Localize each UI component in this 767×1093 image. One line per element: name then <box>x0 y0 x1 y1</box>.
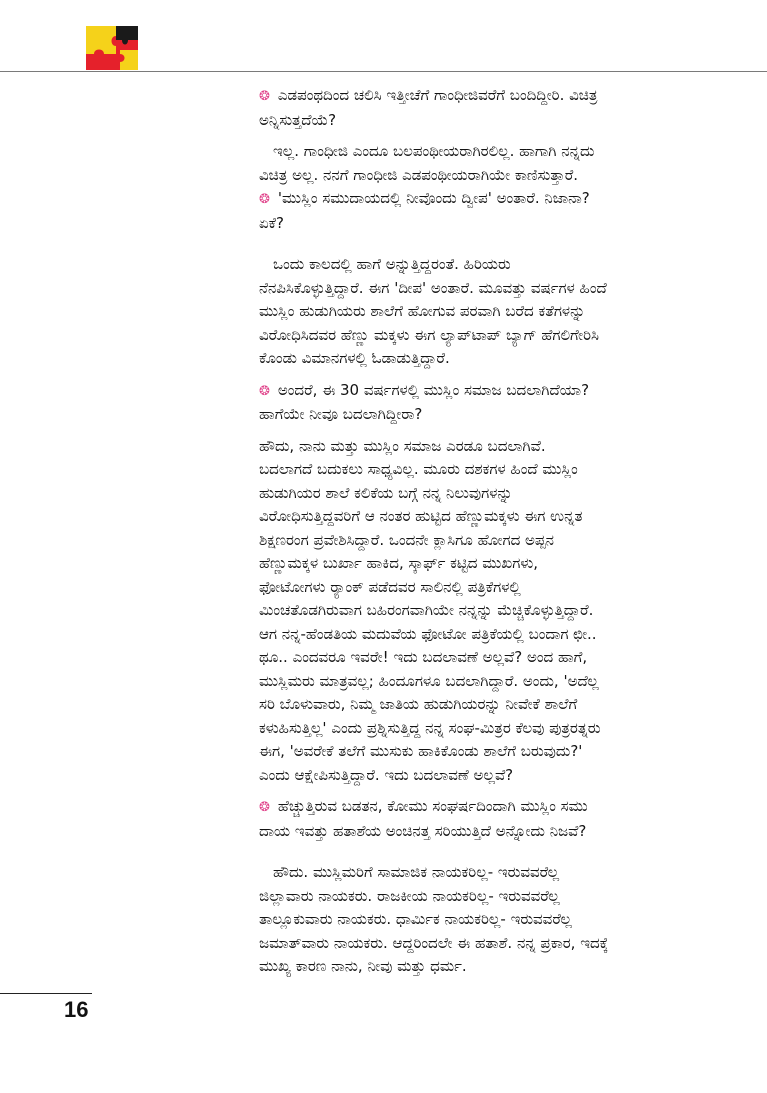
text-line: ಸರಿ ಬೊಳುವಾರು, ನಿಮ್ಮ ಜಾತಿಯ ಹುಡುಗಿಯರನ್ನು ನೀವೇಕೆ ಶಾಲೆಗೆ <box>259 695 578 713</box>
magazine-logo-icon <box>86 26 138 70</box>
text-line: ಆಗ ನನ್ನ-ಹೆಂಡತಿಯ ಮದುವೆಯ ಫೋಟೋ ಪತ್ರಿಕೆಯಲ್ಲಿ ಬಂದಾಗ ಛೀ.. <box>259 624 597 643</box>
footer-rule <box>0 993 92 994</box>
text-line: ವಿರೋಧಿಸಿದವರ ಹೆಣ್ಣು ಮಕ್ಕಳು ಈಗ ಲ್ಯಾಪ್‌ಟಾಪ್ ಬ್ಯಾಗ್ ಹೆಗಲಿಗೇರಿಸಿ <box>259 325 599 344</box>
text-line: ಹೌದು, ನಾನು ಮತ್ತು ಮುಸ್ಲಿಂ ಸಮಾಜ ಎರಡೂ ಬದಲಾಗಿವೆ. <box>259 436 546 455</box>
text-line: ಈಗ, 'ಅವರೇಕೆ ತಲೆಗೆ ಮುಸುಕು ಹಾಕಿಕೊಂಡು ಶಾಲೆಗೆ ಬರುವುದು?' <box>259 742 583 760</box>
header-rule <box>0 71 767 72</box>
question-3 <box>259 379 705 427</box>
text-line: ಶಿಕ್ಷಣರಂಗ ಪ್ರವೇಶಿಸಿದ್ದಾರೆ. ಒಂದನೇ ಕ್ಲಾಸಿಗೂ ಹೋಗದ ಅಪ್ಪನ <box>259 530 555 549</box>
text-line: ಥೂ.. ಎಂದವರೂ ಇವರೇ! ಇದು ಬದಲಾವಣೆ ಅಲ್ಲವೆ? ಅಂದ ಹಾಗೆ, <box>259 648 588 666</box>
answer-1 <box>259 140 705 187</box>
page-number: 16 <box>64 997 89 1022</box>
text-line: ಕೊಂಡು ವಿಮಾನಗಳಲ್ಲಿ ಓಡಾಡುತ್ತಿದ್ದಾರೆ. <box>259 349 450 367</box>
answer-4 <box>259 861 705 979</box>
text-line: ಜಿಲ್ಲಾವಾರು ನಾಯಕರು. ರಾಜಕೀಯ ನಾಯಕರಿಲ್ಲ- ಇರುವವರೆಲ್ಲ <box>259 886 560 905</box>
text-line: ಅನ್ನಿಸುತ್ತದೆಯೆ? <box>259 110 337 129</box>
text-line: ಫೋಟೋಗಳು ರ್‍ಯಾಂಕ್ ಪಡೆದವರ ಸಾಲಿನಲ್ಲಿ ಪತ್ರಿಕೆಗಳಲ್ಲಿ <box>259 577 521 596</box>
text-line: ಹಾಗೆಯೇ ನೀವೂ ಬದಲಾಗಿದ್ದೀರಾ? <box>259 405 423 423</box>
question-1 <box>259 84 705 132</box>
text-line: ಏಕೆ? <box>259 213 284 232</box>
text-line: ಹುಡುಗಿಯರ ಶಾಲೆ ಕಲಿಕೆಯ ಬಗ್ಗೆ ನನ್ನ ನಿಲುವುಗಳನ್ನು <box>259 483 513 502</box>
question-4 <box>259 795 705 843</box>
text-line: ವಿರೋಧಿಸುತ್ತಿದ್ದವರಿಗೆ ಆ ನಂತರ ಹುಟ್ಟಿದ ಹೆಣ್ಣುಮಕ್ಕಳು ಈಗ ಉನ್ನತ <box>259 507 583 525</box>
question-2 <box>259 187 705 235</box>
article-body <box>259 84 705 979</box>
text-line: ಹೆಣ್ಣುಮಕ್ಕಳ ಬುರ್ಖಾ ಹಾಕಿದ, ಸ್ಕಾರ್ಫ್ ಕಟ್ಟಿದ ಮುಖಗಳು, <box>259 554 539 572</box>
text-line: ❂ ಎಡಪಂಥದಿಂದ ಚಲಿಸಿ ಇತ್ತೀಚೆಗೆ ಗಾಂಧೀಜಿವರೆಗೆ ಬಂದಿದ್ದೀರಿ. ವಿಚಿತ್ರ <box>259 84 705 109</box>
answer-3 <box>259 435 705 788</box>
text-line: ಇಲ್ಲ. ಗಾಂಧೀಜಿ ಎಂದೂ ಬಲಪಂಥೀಯರಾಗಿರಲಿಲ್ಲ. ಹಾಗಾಗಿ ನನ್ನದು <box>273 142 595 160</box>
text-line: ತಾಲ್ಲೂಕುವಾರು ನಾಯಕರು. ಧಾರ್ಮಿಕ ನಾಯಕರಿಲ್ಲ- ಇರುವವರೆಲ್ಲ <box>259 910 572 928</box>
text-line: ಕಳುಹಿಸುತ್ತಿಲ್ಲ' ಎಂದು ಪ್ರಶ್ನಿಸುತ್ತಿದ್ದ ನನ್ನ ಸಂಘ-ಮಿತ್ರರ ಕೆಲವು ಪುತ್ರರತ್ನರು <box>259 718 601 737</box>
text-line: ಮಿಂಚತೊಡಗಿರುವಾಗ ಬಹಿರಂಗವಾಗಿಯೇ ನನ್ನನ್ನು ಮೆಚ್ಚಿಕೊಳ್ಳುತ್ತಿದ್ದಾರೆ. <box>259 601 594 619</box>
text-line: ಬದಲಾಗದೆ ಬದುಕಲು ಸಾಧ್ಯವಿಲ್ಲ. ಮೂರು ದಶಕಗಳ ಹಿಂದೆ ಮುಸ್ಲಿಂ <box>259 460 578 478</box>
text-line: ದಾಯ ಇವತ್ತು ಹತಾಶೆಯ ಅಂಚಿನತ್ತ ಸರಿಯುತ್ತಿದೆ ಅನ್ನೋದು ನಿಜವೆ? <box>259 821 587 840</box>
text-line: ನೆನಪಿಸಿಕೊಳ್ಳುತ್ತಿದ್ದಾರೆ. ಈಗ 'ದೀಪ' ಅಂತಾರೆ. ಮೂವತ್ತು ವರ್ಷಗಳ ಹಿಂದೆ <box>259 278 607 297</box>
text-line: ಮುಖ್ಯ ಕಾರಣ ನಾನು, ನೀವು ಮತ್ತು ಧರ್ಮ. <box>259 957 467 975</box>
answer-2 <box>259 253 705 371</box>
text-line: ವಿಚಿತ್ರ ಅಲ್ಲ. ನನಗೆ ಗಾಂಧೀಜಿ ಎಡಪಂಥೀಯರಾಗಿಯೇ ಕಾಣಿಸುತ್ತಾರೆ. <box>259 165 579 184</box>
text-line: ಎಂದು ಆಕ್ಷೇಪಿಸುತ್ತಿದ್ದಾರೆ. ಇದು ಬದಲಾವಣೆ ಅಲ್ಲವೆ? <box>259 765 514 784</box>
text-line: ❂ ಹೆಚ್ಚುತ್ತಿರುವ ಬಡತನ, ಕೋಮು ಸಂಘರ್ಷದಿಂದಾಗಿ ಮುಸ್ಲಿಂ ಸಮು <box>259 795 705 820</box>
text-line: ಒಂದು ಕಾಲದಲ್ಲಿ ಹಾಗೆ ಅನ್ನುತ್ತಿದ್ದರಂತೆ. ಹಿರಿಯರು <box>273 255 511 273</box>
text-line: ಮುಸ್ಲಿಮರು ಮಾತ್ರವಲ್ಲ; ಹಿಂದೂಗಳೂ ಬದಲಾಗಿದ್ದಾರೆ. ಅಂದು, 'ಅದೆಲ್ಲ <box>259 671 599 690</box>
text-line: ಜಮಾತ್‌ವಾರು ನಾಯಕರು. ಆದ್ದರಿಂದಲೇ ಈ ಹತಾಶೆ. ನನ್ನ ಪ್ರಕಾರ, ಇದಕ್ಕೆ <box>259 933 609 952</box>
text-line: ಹೌದು. ಮುಸ್ಲಿಮರಿಗೆ ಸಾಮಾಜಿಕ ನಾಯಕರಿಲ್ಲ- ಇರುವವರೆಲ್ಲ <box>273 863 560 881</box>
text-line: ❂ ಅಂದರೆ, ಈ 30 ವರ್ಷಗಳಲ್ಲಿ ಮುಸ್ಲಿಂ ಸಮಾಜ ಬದಲಾಗಿದೆಯಾ? <box>259 379 705 404</box>
text-line: ❂ 'ಮುಸ್ಲಿಂ ಸಮುದಾಯದಲ್ಲಿ ನೀವೊಂದು ದ್ವೀಪ' ಅಂತಾರೆ. ನಿಜಾನಾ? <box>259 187 705 212</box>
text-line: ಮುಸ್ಲಿಂ ಹುಡುಗಿಯರು ಶಾಲೆಗೆ ಹೋಗುವ ಪರವಾಗಿ ಬರೆದ ಕತೆಗಳನ್ನು <box>259 302 586 320</box>
